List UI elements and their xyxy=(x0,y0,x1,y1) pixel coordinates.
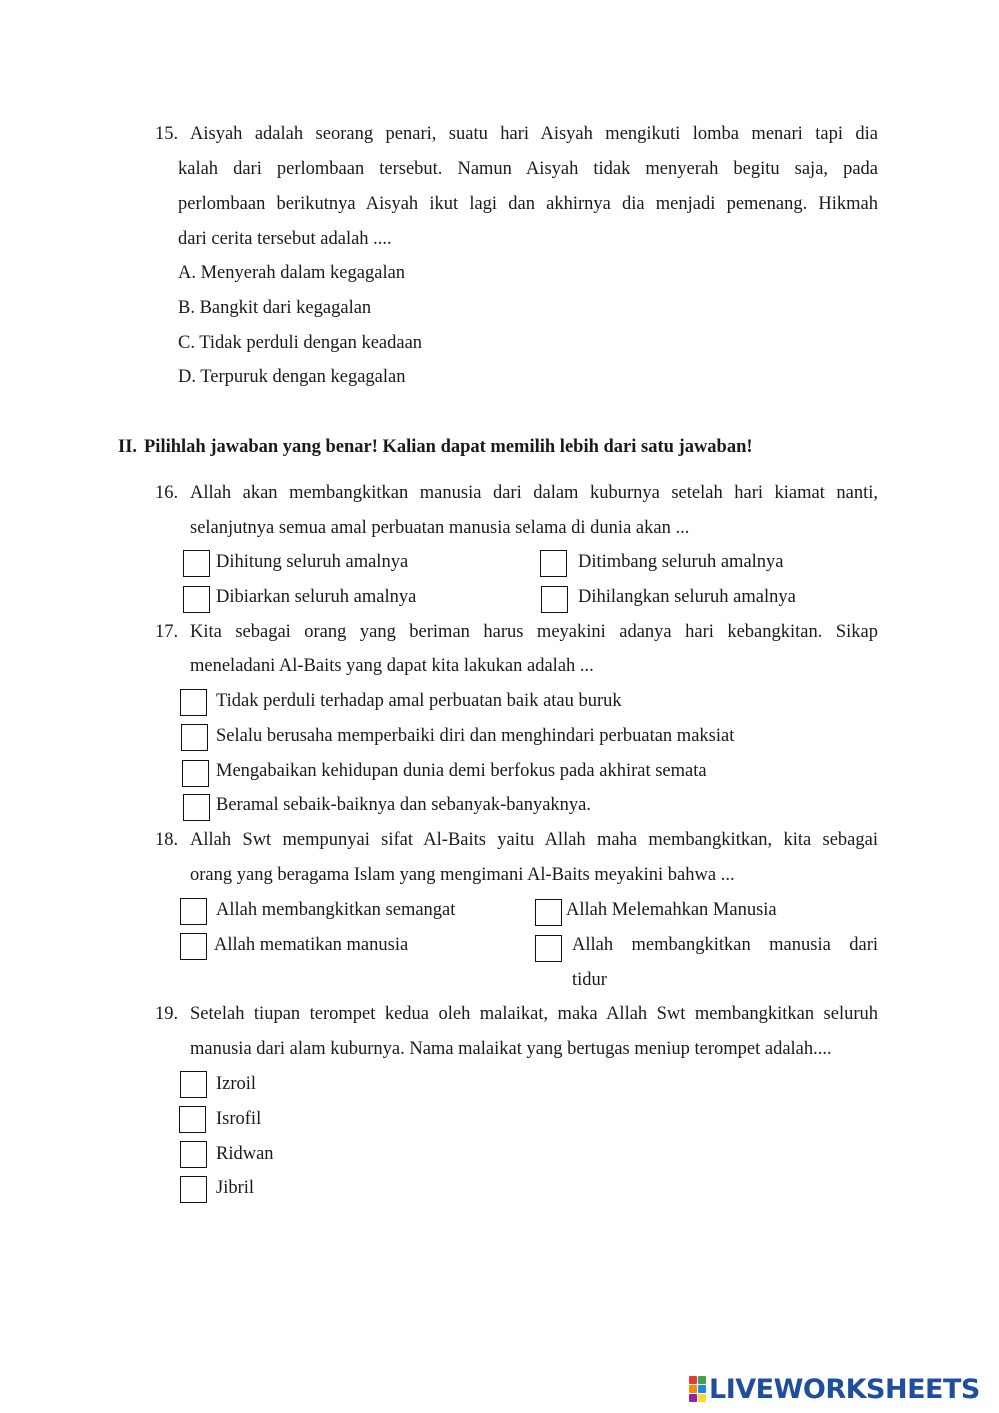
logo-tile xyxy=(689,1385,697,1393)
q19-number: 19. xyxy=(155,1004,179,1024)
q17-checkbox-4[interactable] xyxy=(183,794,210,821)
q17-option-4: Beramal sebaik-baiknya dan sebanyak-banyaknya. xyxy=(216,795,591,815)
q18-option-4: Allah membangkitkan manusia dari xyxy=(572,935,878,955)
q19-option-2: Isrofil xyxy=(216,1109,262,1129)
q18-checkbox-4[interactable] xyxy=(535,935,562,962)
logo-text: LIVEWORKSHEETS xyxy=(709,1373,980,1405)
q19-checkbox-4[interactable] xyxy=(180,1176,207,1203)
q18-text-line: orang yang beragama Islam yang mengimani Al-Baits meyakini bahwa ... xyxy=(190,865,735,885)
q19-text-line: manusia dari alam kuburnya. Nama malaikat yang bertugas meniup terompet adalah.... xyxy=(190,1039,832,1059)
q19-checkbox-1[interactable] xyxy=(180,1071,207,1098)
q15-option-b: B. Bangkit dari kegagalan xyxy=(178,298,372,318)
q19-option-3: Ridwan xyxy=(216,1144,274,1164)
liveworksheets-logo xyxy=(689,1374,989,1404)
logo-tiles-icon xyxy=(689,1376,706,1402)
q18-text-line: Allah Swt mempunyai sifat Al-Baits yaitu Allah maha membangkitkan, kita sebagai xyxy=(190,830,878,850)
q16-number: 16. xyxy=(155,483,179,503)
q17-checkbox-2[interactable] xyxy=(181,724,208,751)
q18-option-4-continued: tidur xyxy=(572,970,607,990)
q15-text-line: dari cerita tersebut adalah .... xyxy=(178,229,392,249)
section-instruction: Pilihlah jawaban yang benar! Kalian dapat memilih lebih dari satu jawaban! xyxy=(144,437,753,457)
logo-tile xyxy=(698,1394,706,1402)
q15-option-a: A. Menyerah dalam kegagalan xyxy=(178,263,406,283)
q17-option-1: Tidak perduli terhadap amal perbuatan baik atau buruk xyxy=(216,691,622,711)
q15-option-c: C. Tidak perduli dengan keadaan xyxy=(178,333,423,353)
q19-option-4: Jibril xyxy=(216,1178,255,1198)
q19-option-1: Izroil xyxy=(216,1074,257,1094)
q18-number: 18. xyxy=(155,830,179,850)
q16-checkbox-1[interactable] xyxy=(183,550,210,577)
q18-checkbox-3[interactable] xyxy=(180,933,207,960)
q17-checkbox-1[interactable] xyxy=(180,689,207,716)
q15-text-line: perlombaan berikutnya Aisyah ikut lagi dan akhirnya dia menjadi pemenang. Hikmah xyxy=(178,194,878,214)
q15-number: 15. xyxy=(155,124,179,144)
q16-option-4: Dihilangkan seluruh amalnya xyxy=(578,587,796,607)
q17-text-line: Kita sebagai orang yang beriman harus meyakini adanya hari kebangkitan. Sikap xyxy=(190,622,878,642)
q17-option-3: Mengabaikan kehidupan dunia demi berfokus pada akhirat semata xyxy=(216,761,707,781)
q19-checkbox-2[interactable] xyxy=(179,1106,206,1133)
q18-option-2: Allah Melemahkan Manusia xyxy=(566,900,777,920)
q18-option-3: Allah mematikan manusia xyxy=(214,935,409,955)
q16-text-line: Allah akan membangkitkan manusia dari dalam kuburnya setelah hari kiamat nanti, xyxy=(190,483,878,503)
q18-checkbox-2[interactable] xyxy=(535,899,562,926)
q16-text-line: selanjutnya semua amal perbuatan manusia selama di dunia akan ... xyxy=(190,518,690,538)
logo-tile xyxy=(698,1376,706,1384)
q16-option-2: Ditimbang seluruh amalnya xyxy=(578,552,784,572)
q16-checkbox-2[interactable] xyxy=(540,550,567,577)
q15-text-line: Aisyah adalah seorang penari, suatu hari Aisyah mengikuti lomba menari tapi dia xyxy=(190,124,878,144)
section-numeral: II. xyxy=(118,437,138,457)
logo-tile xyxy=(698,1385,706,1393)
q15-text-line: kalah dari perlombaan tersebut. Namun Aisyah tidak menyerah begitu saja, pada xyxy=(178,159,878,179)
logo-tile xyxy=(689,1394,697,1402)
q18-checkbox-1[interactable] xyxy=(180,898,207,925)
logo-tile xyxy=(689,1376,697,1384)
q17-text-line: meneladani Al-Baits yang dapat kita lakukan adalah ... xyxy=(190,656,594,676)
q19-checkbox-3[interactable] xyxy=(180,1141,207,1168)
q16-option-3: Dibiarkan seluruh amalnya xyxy=(216,587,417,607)
q16-option-1: Dihitung seluruh amalnya xyxy=(216,552,409,572)
q15-option-d: D. Terpuruk dengan kegagalan xyxy=(178,367,406,387)
q17-option-2: Selalu berusaha memperbaiki diri dan menghindari perbuatan maksiat xyxy=(216,726,735,746)
q16-checkbox-4[interactable] xyxy=(541,586,568,613)
q17-checkbox-3[interactable] xyxy=(182,760,209,787)
q18-option-1: Allah membangkitkan semangat xyxy=(216,900,456,920)
q17-number: 17. xyxy=(155,622,179,642)
q19-text-line: Setelah tiupan terompet kedua oleh malaikat, maka Allah Swt membangkitkan seluruh xyxy=(190,1004,878,1024)
q16-checkbox-3[interactable] xyxy=(183,586,210,613)
